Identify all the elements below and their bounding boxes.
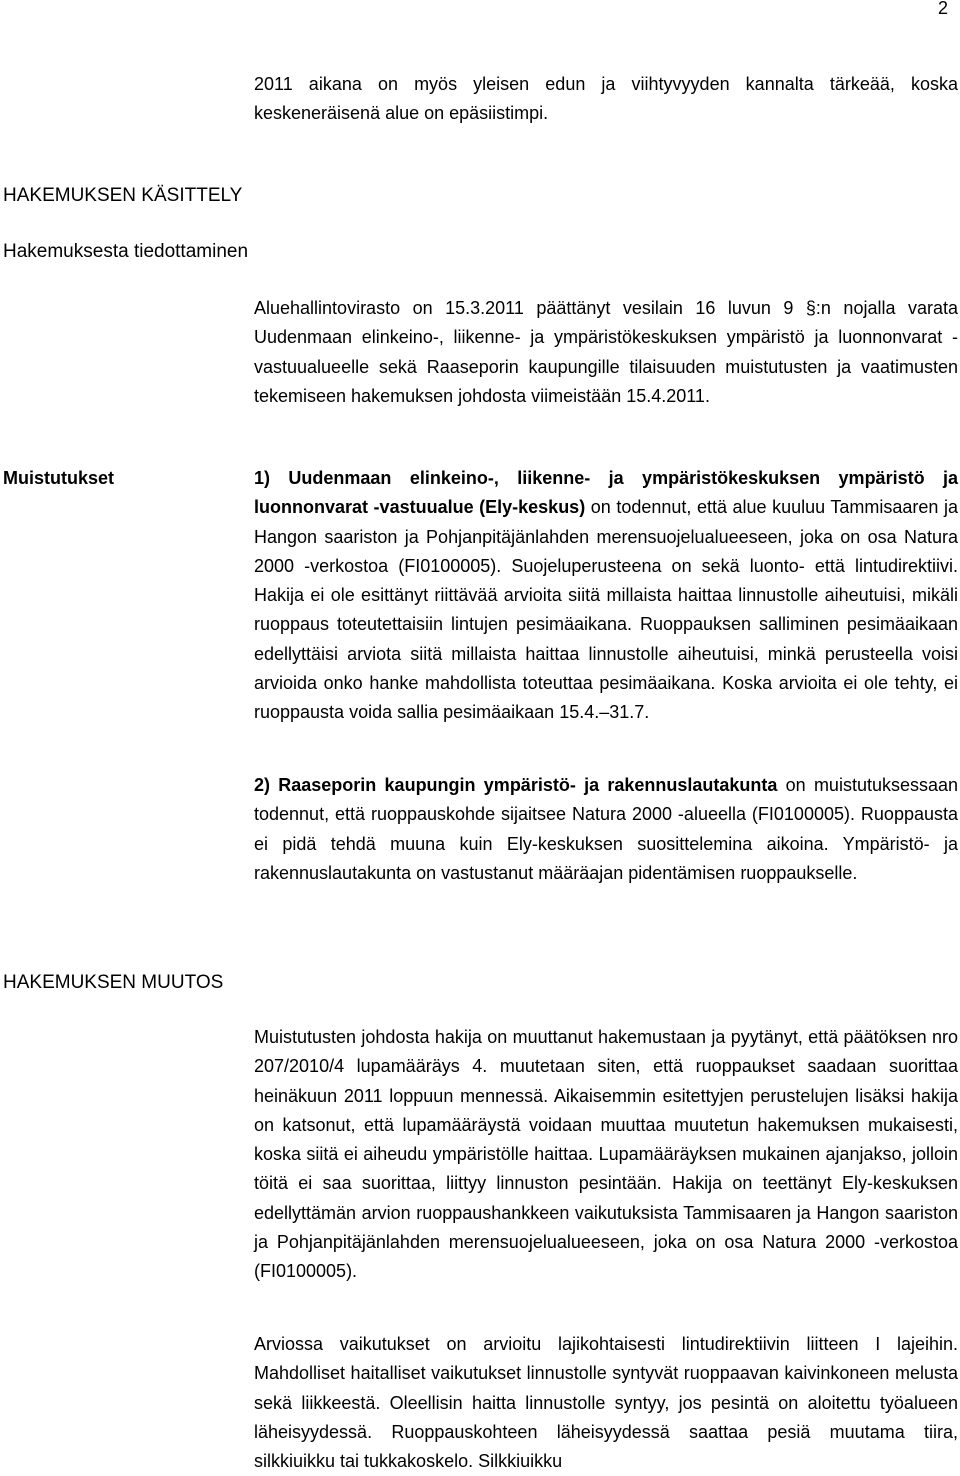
muistutus-2-author: 2) Raaseporin kaupungin ympäristö- ja rakennuslautakunta: [254, 775, 778, 795]
muutos-paragraph-2: Arviossa vaikutukset on arvioitu lajikohtaisesti lintudirektiivin liitteen I lajeihin. Mahdolliset haitalliset vaikutukset linnustolle syntyvät ruoppaavan kaivinkoneen melusta sekä liikkeestä. Oleellisin haitta linnustolle syntyy, jos pesintä on aloitettu työalueen läheisyydessä. Ruoppauskohteen läheisyydessä saattaa pesiä muutama tiira, silkkiuikku tai tukkakoskelo. Silkkiuikku: [254, 1334, 958, 1472]
muistutukset-label: Muistutukset: [3, 468, 115, 488]
section-heading-kasittely: HAKEMUKSEN KÄSITTELY: [3, 185, 243, 206]
muistutus-1-author: 1) Uudenmaan elinkeino-, liikenne- ja ympäristökeskuksen ympäristö ja luonnonvarat -vastuualue (Ely-keskus): [254, 468, 958, 518]
tiedottaminen-paragraph: Aluehallintovirasto on 15.3.2011 päättänyt vesilain 16 luvun 9 §:n nojalla varata Uudenmaan elinkeino-, liikenne- ja ympäristökeskuksen ympäristö ja luonnonvarat -vastuualueelle sekä Raaseporin kaupungille tilaisuuden muistutusten ja vaatimusten tekemiseen hakemuksen johdosta viimeistään 15.4.2011.: [254, 298, 958, 406]
muistutus-1: [254, 464, 958, 728]
page-number: 2: [937, 0, 948, 18]
muistutus-2-text: on muistutuksessaan todennut, että ruoppauskohde sijaitsee Natura 2000 -alueella (FI0100005). Ruoppausta ei pidä tehdä muuna kuin Ely-keskuksen suosittelemina aikoina. Ympäristö- ja rakennuslautakunta on vastustanut määräajan pidentämisen ruoppaukselle.: [254, 775, 959, 883]
intro-paragraph: 2011 aikana on myös yleisen edun ja viihtyvyyden kannalta tärkeää, koska keskeneräisenä alue on epäsiistimpi.: [254, 74, 958, 124]
muistutus-2: [254, 771, 958, 888]
subheading-tiedottaminen: Hakemuksesta tiedottaminen: [3, 241, 249, 262]
muutos-paragraph-1: Muistutusten johdosta hakija on muuttanut hakemustaan ja pyytänyt, että päätöksen nro 207/2010/4 lupamääräys 4. muutetaan siten, että ruoppaukset saadaan suorittaa heinäkuun 2011 loppuun mennessä. Aikaisemmin esitettyjen perustelujen lisäksi hakija on katsonut, että lupamääräystä voidaan muuttaa muutetun hakemuksen mukaisesti, koska siitä ei aiheudu ympäristölle haittaa. Lupamääräyksen mukainen ajanjakso, jolloin töitä ei saa suorittaa, liittyy linnuston pesintään. Hakija on teettänyt Ely-keskuksen edellyttämän arvion ruoppaushankkeen vaikutuksista Tammisaaren ja Hangon saariston ja Pohjanpitäjänlahden merensuojelualueeseen, joka on osa Natura 2000 -verkostoa (FI0100005).: [254, 1027, 958, 1282]
muistutus-1-text: on todennut, että alue kuuluu Tammisaaren ja Hangon saariston ja Pohjanpitäjänlahden merensuojelualueeseen, joka on osa Natura 2000 -verkostoa (FI0100005). Suojeluperusteena on sekä luonto- että lintudirektiivi. Hakija ei ole esittänyt riittävää arvioita siitä millaista haittaa linnustolle aiheutuisi, mikäli ruoppaus toteutettaisiin lintujen pesimäaikana. Ruoppauksen salliminen pesimäaikaan edellyttäisi arviota siitä millaista haittaa linnustolle aiheutuisi, minkä perusteella voisi arvioida onko hanke mahdollista toteuttaa pesimäaikana. Koska arvioita ei ole tehty, ei ruoppausta voida sallia pesimäaikaan 15.4.–31.7.: [254, 497, 958, 723]
section-heading-muutos: HAKEMUKSEN MUUTOS: [3, 972, 224, 993]
